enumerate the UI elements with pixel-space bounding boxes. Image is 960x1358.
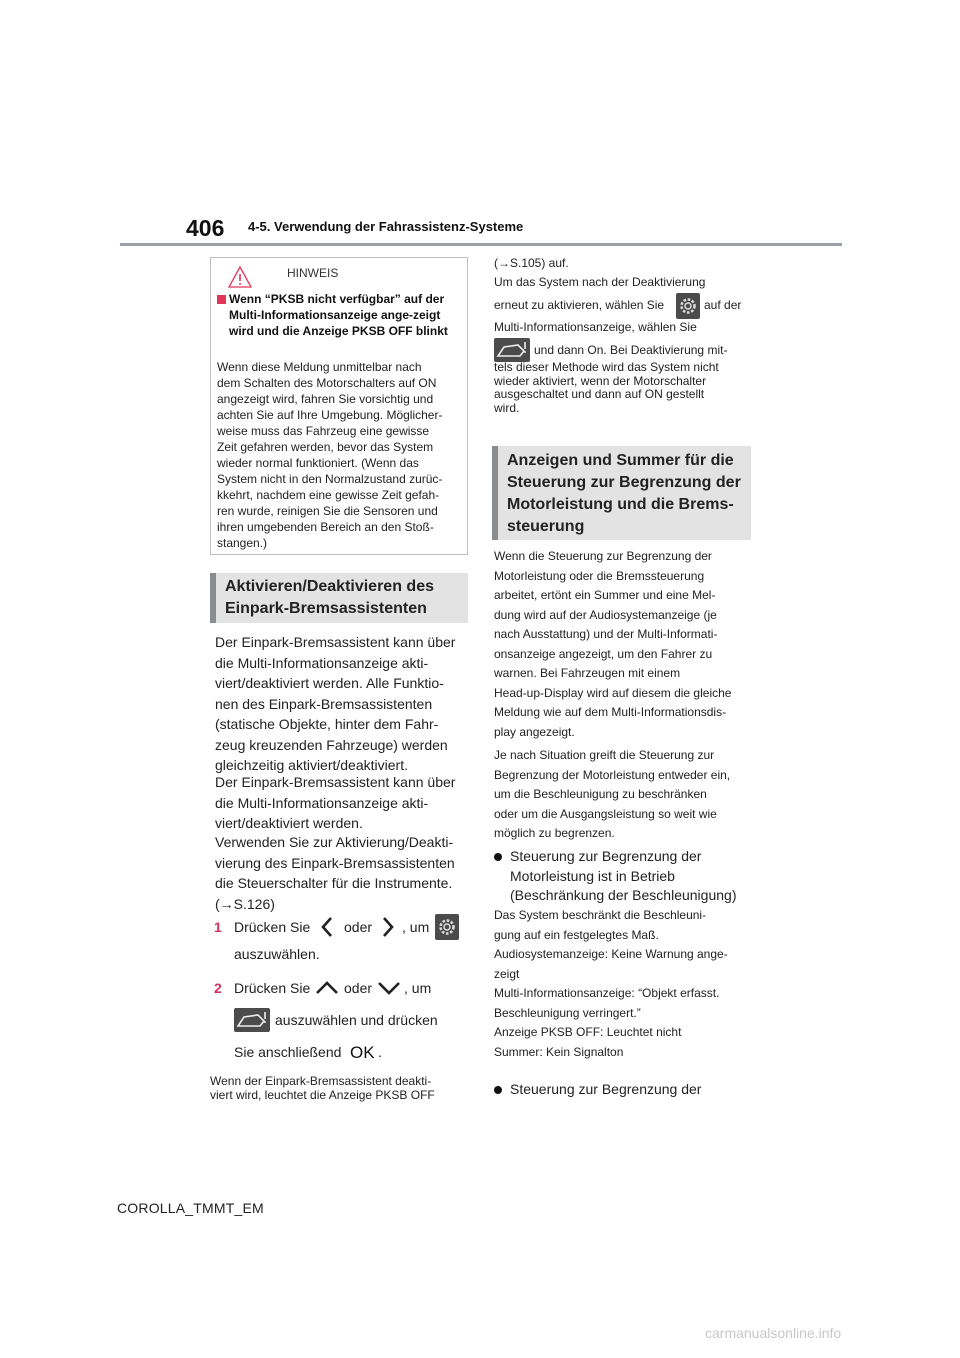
section-heading-anzeigen [492,446,751,540]
text-line: (→S.105) auf. [494,256,569,270]
note-label: HINWEIS [287,266,339,280]
small-note [210,1075,472,1102]
text-line: auf der [704,298,742,312]
bullet-heading [494,1080,756,1100]
gear-icon [676,293,700,319]
text-line: Wenn der Einpark-Bremsassistent deakti- [210,1074,432,1088]
text-line: dung wird auf der Audiosystemanzeige (je [494,607,717,622]
step-text: oder [344,919,373,935]
note-box [210,257,468,555]
text-line: ausgeschaltet und dann auf ON gestellt [494,387,705,401]
bullet-dot-icon [494,1086,502,1094]
footer-model: COROLLA_TMMT_EM [117,1200,264,1216]
text-line: Steuerung zur Begrenzung der [510,848,702,864]
note-line: Wenn diese Meldung unmittelbar nach [217,360,422,374]
step-text: Drücken Sie [234,919,311,935]
note-line: System nicht in den Normalzustand zurüc- [217,472,443,486]
text-line: Beschleunigung verringert.” [494,1005,641,1020]
text-line: wieder aktiviert, wenn der Motorschalter [494,373,707,388]
bullet-square-icon [217,295,226,304]
paragraph [215,632,467,776]
heading-line: Einpark-Bremsassistenten [225,600,427,617]
step-text: , um [402,919,430,935]
step-text: oder [344,980,373,996]
heading-line: Steuerung zur Begrenzung der [507,474,741,491]
text-line: Summer: Kein Signalton [494,1044,624,1059]
note-line: ihren umgebenden Bereich an den Stoß- [217,520,434,534]
chevron-right-icon [381,915,395,944]
text-line: Meldung wie auf dem Multi-Informationsdis- [494,705,727,719]
text-line: arbeitet, ertönt ein Summer und eine Mel- [494,588,716,602]
note-line: angezeigt wird, fahren Sie vorsichtig und [217,392,434,406]
heading-line: steuerung [507,518,585,535]
text-line: Steuerung zur Begrenzung der [510,1081,702,1097]
text-line: oder um die Ausgangsleistung so weit wie [494,806,717,821]
section-heading-aktivieren [210,573,468,623]
paragraph [494,361,754,415]
text-line: zeug kreuzenden Fahrzeuge) werden [215,736,448,753]
paragraph [494,746,754,844]
bullet-heading [494,847,756,906]
text-line: nach Ausstattung) und der Multi-Informati- [494,627,718,641]
paragraph [215,832,467,914]
step-number: 1 [214,919,222,935]
text-line: erneut zu aktivieren, wählen Sie [494,298,665,312]
text-line: wird. [494,400,520,415]
text-line: gung auf ein festgelegtes Maß. [494,927,659,942]
text-line: zeigt [494,966,520,981]
chevron-up-icon [314,978,340,1003]
text-line: die Multi-Informationsanzeige akti- [215,654,429,671]
text-line: Motorleistung oder die Bremssteuerung [494,568,705,583]
text-line: Das System beschränkt die Beschleuni- [494,908,707,922]
text-line: (Beschränkung der Beschleunigung) [510,887,737,903]
text-line: Audiosystemanzeige: Keine Warnung ange- [494,947,728,961]
text-line: Anzeige PKSB OFF: Leuchtet nicht [494,1025,682,1039]
text-line: viert/deaktiviert werden. [215,815,363,831]
note-heading-text: Wenn “PKSB nicht verfügbar” auf der Multi-Informationsanzeige ange-zeigt wird und die Anzeige PKSB OFF blinkt [229,292,448,338]
text-line: onsanzeige angezeigt, um den Fahrer zu [494,646,713,661]
step-text: . [378,1044,382,1060]
warning-triangle-icon [227,265,253,294]
text-line: um die Beschleunigung zu beschränken [494,787,707,801]
note-line: dem Schalten des Motorschalters auf ON [217,376,437,390]
text-line: (statische Objekte, hinter dem Fahr- [215,716,439,732]
text-line: die Multi-Informationsanzeige akti- [215,794,429,811]
heading-line: Motorleistung und die Brems- [507,496,734,513]
car-sensor-icon [494,338,530,362]
step-text: , um [404,980,432,996]
page-number: 406 [186,215,225,241]
text-line: und dann On. Bei Deaktivierung mit- [534,343,728,357]
text-line: viert/deaktiviert werden. Alle Funktio- [215,675,444,691]
text-line: Der Einpark-Bremsassistent kann über [215,774,456,790]
text-line: Der Einpark-Bremsassistent kann über [215,634,456,650]
text-line: Um das System nach der Deaktivierung [494,275,706,289]
step-text: Drücken Sie [234,980,311,996]
step-text: auszuwählen und drücken [275,1012,438,1028]
paragraph [494,547,754,742]
text-line: Multi-Informationsanzeige, wählen Sie [494,320,697,334]
note-line: achten Sie auf Ihre Umgebung. Möglicher- [217,408,443,422]
text-line: gleichzeitig aktiviert/deaktiviert. [215,757,408,773]
paragraph [494,906,754,1062]
text-line: Multi-Informationsanzeige: “Objekt erfasst. [494,986,720,1000]
text-line: Head-up-Display wird auf diesem die gleiche [494,685,732,700]
note-line: stangen.) [217,536,268,550]
note-heading [217,291,462,339]
paragraph [215,772,467,834]
text-line: (→S.126) [215,895,275,912]
note-line: wieder normal funktioniert. (Wenn das [217,456,419,470]
car-sensor-icon [234,1008,270,1032]
text-line: Motorleistung ist in Betrieb [510,867,675,884]
note-line: kkehrt, nachdem eine gewisse Zeit gefah- [217,488,440,502]
text-line: Verwenden Sie zur Aktivierung/Deakti- [215,834,454,850]
text-line: warnen. Bei Fahrzeugen mit einem [494,666,681,680]
step-number: 2 [214,980,222,996]
gear-icon [435,914,459,940]
text-line: play angezeigt. [494,724,575,739]
text-line: die Steuerschalter für die Instrumente. [215,875,453,891]
heading-line: Anzeigen und Summer für die [507,452,734,469]
note-line: weise muss das Fahrzeug eine gewisse [217,424,430,438]
note-body [217,359,461,551]
chevron-left-icon [320,915,334,944]
text-line: tels dieser Methode wird das System nicht [494,360,719,374]
text-line: nen des Einpark-Bremsassistenten [215,695,433,712]
chevron-down-icon [376,978,402,1003]
section-title: 4-5. Verwendung der Fahrassistenz-Systeme [248,219,524,234]
note-line: Zeit gefahren werden, bevor das System [217,440,434,454]
text-line: Begrenzung der Motorleistung entweder ein, [494,767,731,782]
text-line: Je nach Situation greift die Steuerung zur [494,748,715,762]
ok-button-label: OK [350,1043,375,1062]
step-text: auszuwählen. [234,946,320,962]
text-line: viert wird, leuchtet die Anzeige PKSB OFF [210,1087,435,1102]
note-line: ren wurde, reinigen Sie die Sensoren und [217,504,438,518]
watermark: carmanualsonline.info [705,1325,842,1341]
header-divider [120,243,842,246]
text-line: vierung des Einpark-Bremsassistenten [215,854,455,871]
heading-line: Aktivieren/Deaktivieren des [225,578,434,595]
bullet-dot-icon [494,853,502,861]
step-text: Sie anschließend [234,1044,342,1060]
text-line: möglich zu begrenzen. [494,826,615,840]
text-line: Wenn die Steuerung zur Begrenzung der [494,549,712,563]
